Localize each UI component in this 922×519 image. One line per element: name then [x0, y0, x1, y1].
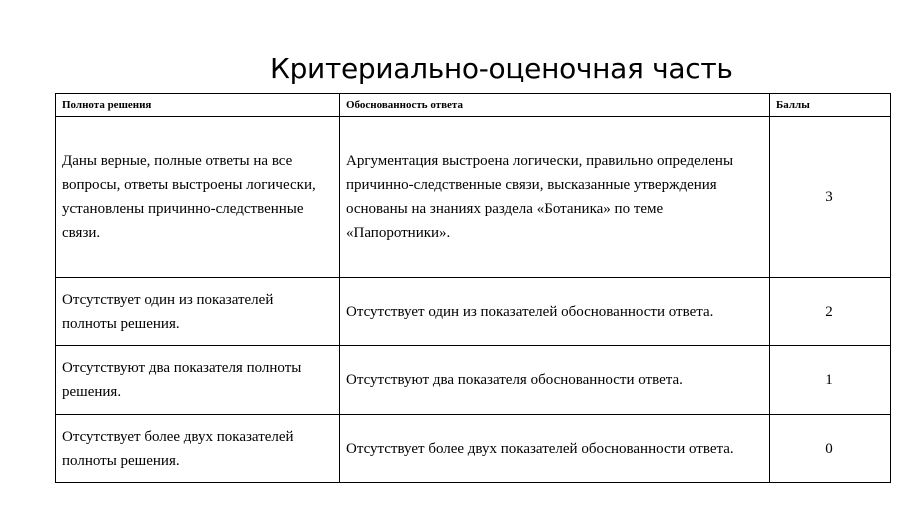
- page-title: Критериально-оценочная часть: [270, 52, 733, 85]
- cell-score: 2: [770, 278, 891, 346]
- cell-justification: Отсутствует один из показателей обоснованности ответа.: [340, 278, 770, 346]
- cell-score: 0: [770, 415, 891, 483]
- cell-completeness: Даны верные, полные ответы на все вопросы, ответы выстроены логически, установлены причинно-следственные связи.: [56, 117, 340, 278]
- header-score: Баллы: [770, 94, 891, 117]
- cell-justification: Отсутствуют два показателя обоснованности ответа.: [340, 346, 770, 415]
- header-justification: Обоснованность ответа: [340, 94, 770, 117]
- cell-justification: Отсутствует более двух показателей обоснованности ответа.: [340, 415, 770, 483]
- cell-completeness: Отсутствует один из показателей полноты решения.: [56, 278, 340, 346]
- cell-score: 3: [770, 117, 891, 278]
- cell-completeness: Отсутствует более двух показателей полноты решения.: [56, 415, 340, 483]
- table-header-row: [56, 94, 891, 117]
- cell-score: 1: [770, 346, 891, 415]
- table-row: [56, 415, 891, 483]
- criteria-table: [55, 93, 891, 483]
- table-row: [56, 346, 891, 415]
- header-completeness: Полнота решения: [56, 94, 340, 117]
- cell-justification: Аргументация выстроена логически, правильно определены причинно-следственные связи, высказанные утверждения основаны на знаниях раздела «Ботаника» по теме «Папоротники».: [340, 117, 770, 278]
- table-row: [56, 278, 891, 346]
- table-row: [56, 117, 891, 278]
- cell-completeness: Отсутствуют два показателя полноты решения.: [56, 346, 340, 415]
